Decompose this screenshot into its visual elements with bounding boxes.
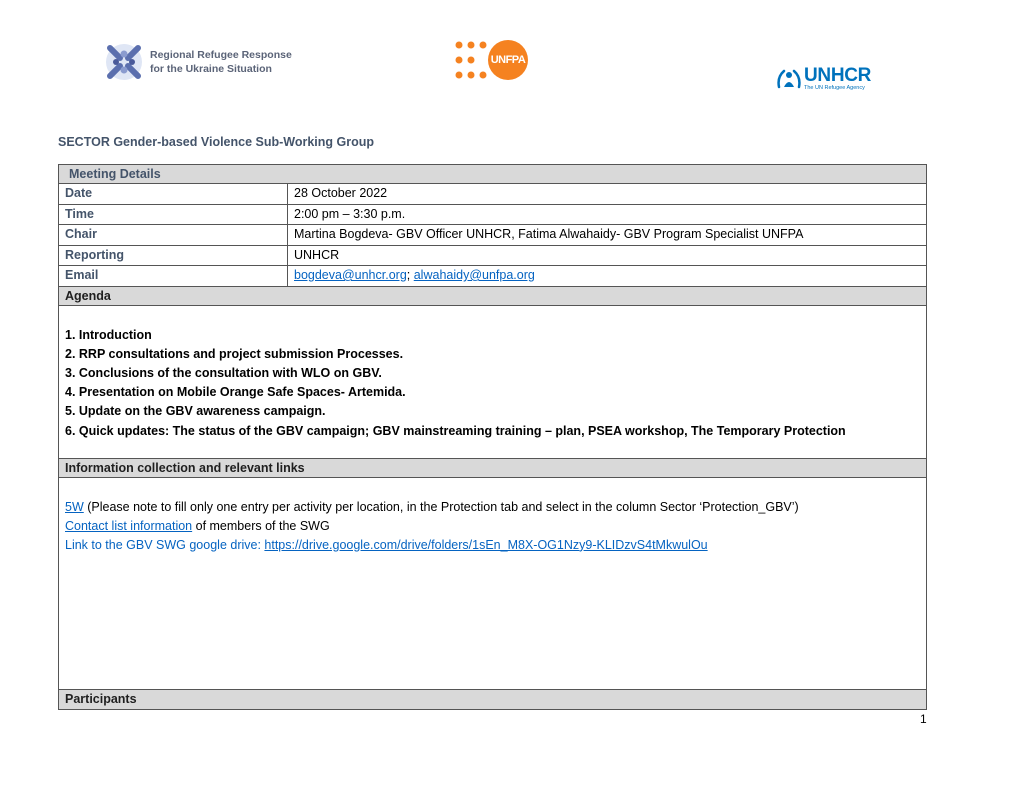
agenda-header: Agenda: [59, 287, 926, 306]
unhcr-tagline: The UN Refugee Agency: [804, 85, 865, 91]
rrr-logo-text: [150, 48, 292, 76]
email-link-unhcr[interactable]: bogdeva@unhcr.org: [294, 268, 407, 282]
meeting-details-header: Meeting Details: [59, 165, 926, 184]
contact-list-note: of members of the SWG: [192, 518, 330, 533]
table-row-reporting: [59, 246, 926, 267]
unhcr-logo: [776, 66, 871, 92]
agenda-item: 5. Update on the GBV awareness campaign.: [65, 404, 326, 419]
5w-link[interactable]: 5W: [65, 499, 84, 514]
unfpa-logo: [454, 40, 528, 80]
email-label: Email: [59, 266, 288, 286]
unhcr-emblem-icon: [776, 67, 802, 91]
date-value: 28 October 2022: [294, 186, 388, 200]
rrr-emblem-icon: [104, 42, 144, 82]
agenda-item: 6. Quick updates: The status of the GBV campaign; GBV mainstreaming training – plan, PSEA workshop, The Temporary Protection: [65, 423, 846, 438]
agenda-item: 1. Introduction: [65, 327, 152, 342]
time-label: Time: [59, 205, 288, 225]
contact-list-link[interactable]: Contact list information: [65, 518, 193, 533]
meeting-table: [58, 164, 927, 710]
agenda-list: [59, 306, 852, 458]
info-body: [59, 478, 805, 689]
chair-label: Chair: [59, 225, 288, 245]
email-value: [288, 266, 926, 286]
date-label: Date: [59, 184, 288, 204]
chair-value: Martina Bogdeva- GBV Officer UNHCR, Fatima Alwahaidy- GBV Program Specialist UNFPA: [294, 227, 804, 241]
unhcr-wordmark: UNHCR: [804, 65, 872, 86]
page-number: 1: [920, 712, 927, 726]
agenda-item: 3. Conclusions of the consultation with WLO on GBV.: [65, 365, 382, 380]
email-link-unfpa[interactable]: alwahaidy@unfpa.org: [413, 268, 535, 282]
info-line-drive: [65, 536, 799, 555]
reporting-label: Reporting: [59, 246, 288, 266]
info-row: [59, 478, 926, 690]
table-row-chair: [59, 225, 926, 246]
drive-link-label: Link to the GBV SWG google drive:: [65, 537, 265, 552]
participants-header: Participants: [59, 690, 926, 709]
regional-refugee-response-logo: [104, 42, 292, 82]
time-value: 2:00 pm – 3:30 p.m.: [294, 206, 406, 221]
reporting-value: UNHCR: [294, 247, 340, 262]
unfpa-wordmark: UNFPA: [488, 40, 528, 80]
table-row-email: [59, 266, 926, 287]
table-row-time: [59, 205, 926, 226]
rrr-logo-line1: Regional Refugee Response: [150, 49, 292, 61]
table-row-date: [59, 184, 926, 205]
info-line-contacts: [65, 517, 799, 536]
document-title: SECTOR Gender-based Violence Sub-Working Group: [58, 135, 375, 149]
agenda-item: 4. Presentation on Mobile Orange Safe Spaces- Artemida.: [65, 385, 406, 400]
email-separator: ;: [406, 268, 414, 282]
5w-note: (Please note to fill only one entry per activity per location, in the Protection tab and select in the column Sector ‘Protection_GBV’): [83, 499, 799, 514]
rrr-logo-line2: for the Ukraine Situation: [150, 63, 272, 75]
agenda-row: [59, 306, 926, 459]
info-collection-header: Information collection and relevant links: [59, 459, 926, 478]
info-line-5w: [65, 498, 799, 517]
google-drive-link[interactable]: https://drive.google.com/drive/folders/1sEn_M8X-OG1Nzy9-KLIDzvS4tMkwulOu: [264, 537, 708, 552]
agenda-item: 2. RRP consultations and project submission Processes.: [65, 346, 404, 361]
